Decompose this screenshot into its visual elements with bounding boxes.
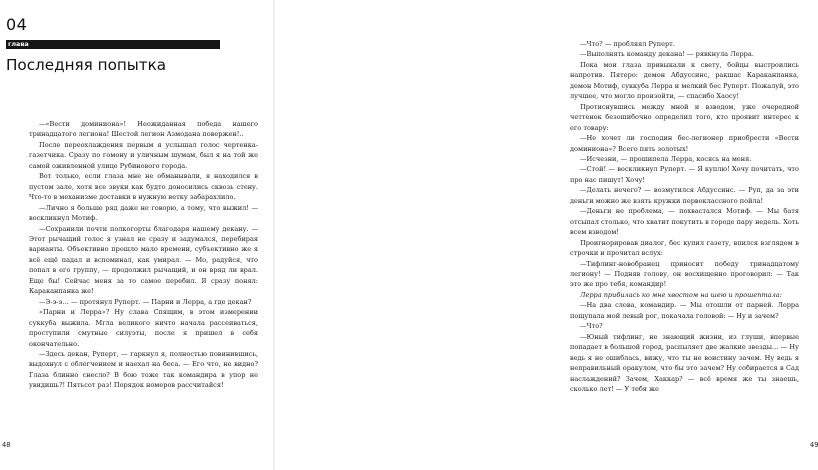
left-page [0,0,275,470]
paragraph: —Что? — пробляял Руперт. [580,40,675,48]
paragraph: —Сохранили почти полкогорты благодаря нашему декану. — Этот рычащий голос я узнал не сразу и задумался, перебирая варианты. Объективно прошло мало времени, субъективно же я всё ещё падал и вспоминал, как умирал. — Мо, радуйся, что попал в его группу, — продолжил рычащий, и он вряд ли врал. Еще бы! Сейчас меня за то самое перебил. Я сразу понял: Караканпанка же! [29,224,258,296]
paragraph: —Деньги не проблема, — похвастался Мотиф. — Мы батя отсыпал столько, что хватит покутить в городе пару недель. Хоть всем взводом! [570,207,799,237]
paragraph: «Парни и Лерра»? Ну слава Спящим, в этом измерении суккуба выжила. Мгла великого ничто начала рассеиваться, проступили смутные силуэты, после я пришел в себя окончательно. [29,308,258,348]
paragraph: —Стой! — воскликнул Руперт. — Я куплю! Хочу почитать, что про нас пишут! Хочу! [570,165,799,184]
paragraph: Протиснувшись между мной и взводом, уже очередной четтенок безошибочно определил того, кто проявит интерес к его товару: [570,102,799,132]
paragraph: —Тифлинг-новобранец приносит победу тринадцатому легиону! — Подняв голову, он восхищенно проговорил: — Так это же про тебя, командир! [570,259,799,289]
paragraph: Вот только, если глаза мне не обманывали, я находился в пустом зале, хотя все звуки как будто доносились сквозь стену. Что-то в механизме доставки в нужную ветку забарахлило. [29,172,258,202]
right-page-body [570,39,799,394]
paragraph: —На два слова, командир. — Мы отошли от парней. Лерра пощупала мой левый рог, покачала головой: — Ну и зачем? [570,301,799,320]
page-number-left: 48 [2,441,11,449]
paragraph: —Не хочет ли господин бес-легионер приобрести «Вести доминиона»? Всего пять золотых! [570,134,799,153]
paragraph: —«Вести доминиона»! Неожиданная победа нашего тринадцатого легиона! Шестой легион Азмодана повержен!.. [29,120,258,139]
paragraph: Лерра прибилась ко мне хвостом на шею и прошептала: [580,290,782,299]
chapter-label-bar: глава [6,40,220,49]
left-page-body [29,119,258,391]
paragraph: Пока мои глаза привыкали к свету, бойцы выстроились напротив. Пятеро: демон Абдуссинс, ракшас Караканпанка, демон Мотиф, суккуба Лерра и мелкий бес Руперт. Пожалуй, это лучшее, что могло произойти, — спасибо Хаосу! [570,60,799,101]
paragraph: —Э-э-э… — протянул Руперт. — Парни и Лерра, а где декан? [39,297,252,306]
paragraph: —Делать нечего? — возмутился Абдуссинс. — Руп, да за эти деньги можно же взять кружки первоклассного пойла! [570,186,799,205]
paragraph: —Юный тифлинг, не знающий жизни, из глуши, впервые попадает в большой город, распыляет две жалкие звезды… — Ну ведь я не ошиблась, вижу, что ты не воистину зачем. Ну ведь я неправильный оракулом, что бы это зачем? Ну собирается в Сад наслаждений? Зачем, Хаккар? — всё время же ты знаешь, сколько лет! — У тебя же [570,332,799,393]
paragraph: —Что? [580,322,603,331]
paragraph: После переохлаждения первым я услышал голос чертенка-газетчика. Сразу по гомону и уличным шумам, был я на той же самой оживленной улице Рубинового города. [29,140,258,170]
paragraph: —Выполнять команду декана! — рявкнула Лерра. [580,50,754,59]
chapter-number: 04 [6,15,28,34]
right-page [275,0,818,470]
page-number-right: 49 [810,441,818,449]
paragraph: —Лично я больше ряд даже не говорю, а тому, что выжил! — воскликнул Мотиф. [29,203,258,223]
chapter-title: Последняя попытка [6,56,167,74]
paragraph: —Здесь декан, Руперт, — гаркнул я, полностью повинившись, выдохнул с облегчением и наехал на беса. — Его что, не видно? Глаза блинно снесло? В бою тоже так командира в упор не увидишь?! Пятьсот раз! Порядок номеров рассчитайся! [29,349,258,390]
paragraph: Проигнорировав диалог, бес купил газету, впился взглядом в строчки и прочитал вслух: [570,238,799,258]
paragraph: —Исчезни, — прошипела Лерра, косясь на меня. [580,154,752,163]
